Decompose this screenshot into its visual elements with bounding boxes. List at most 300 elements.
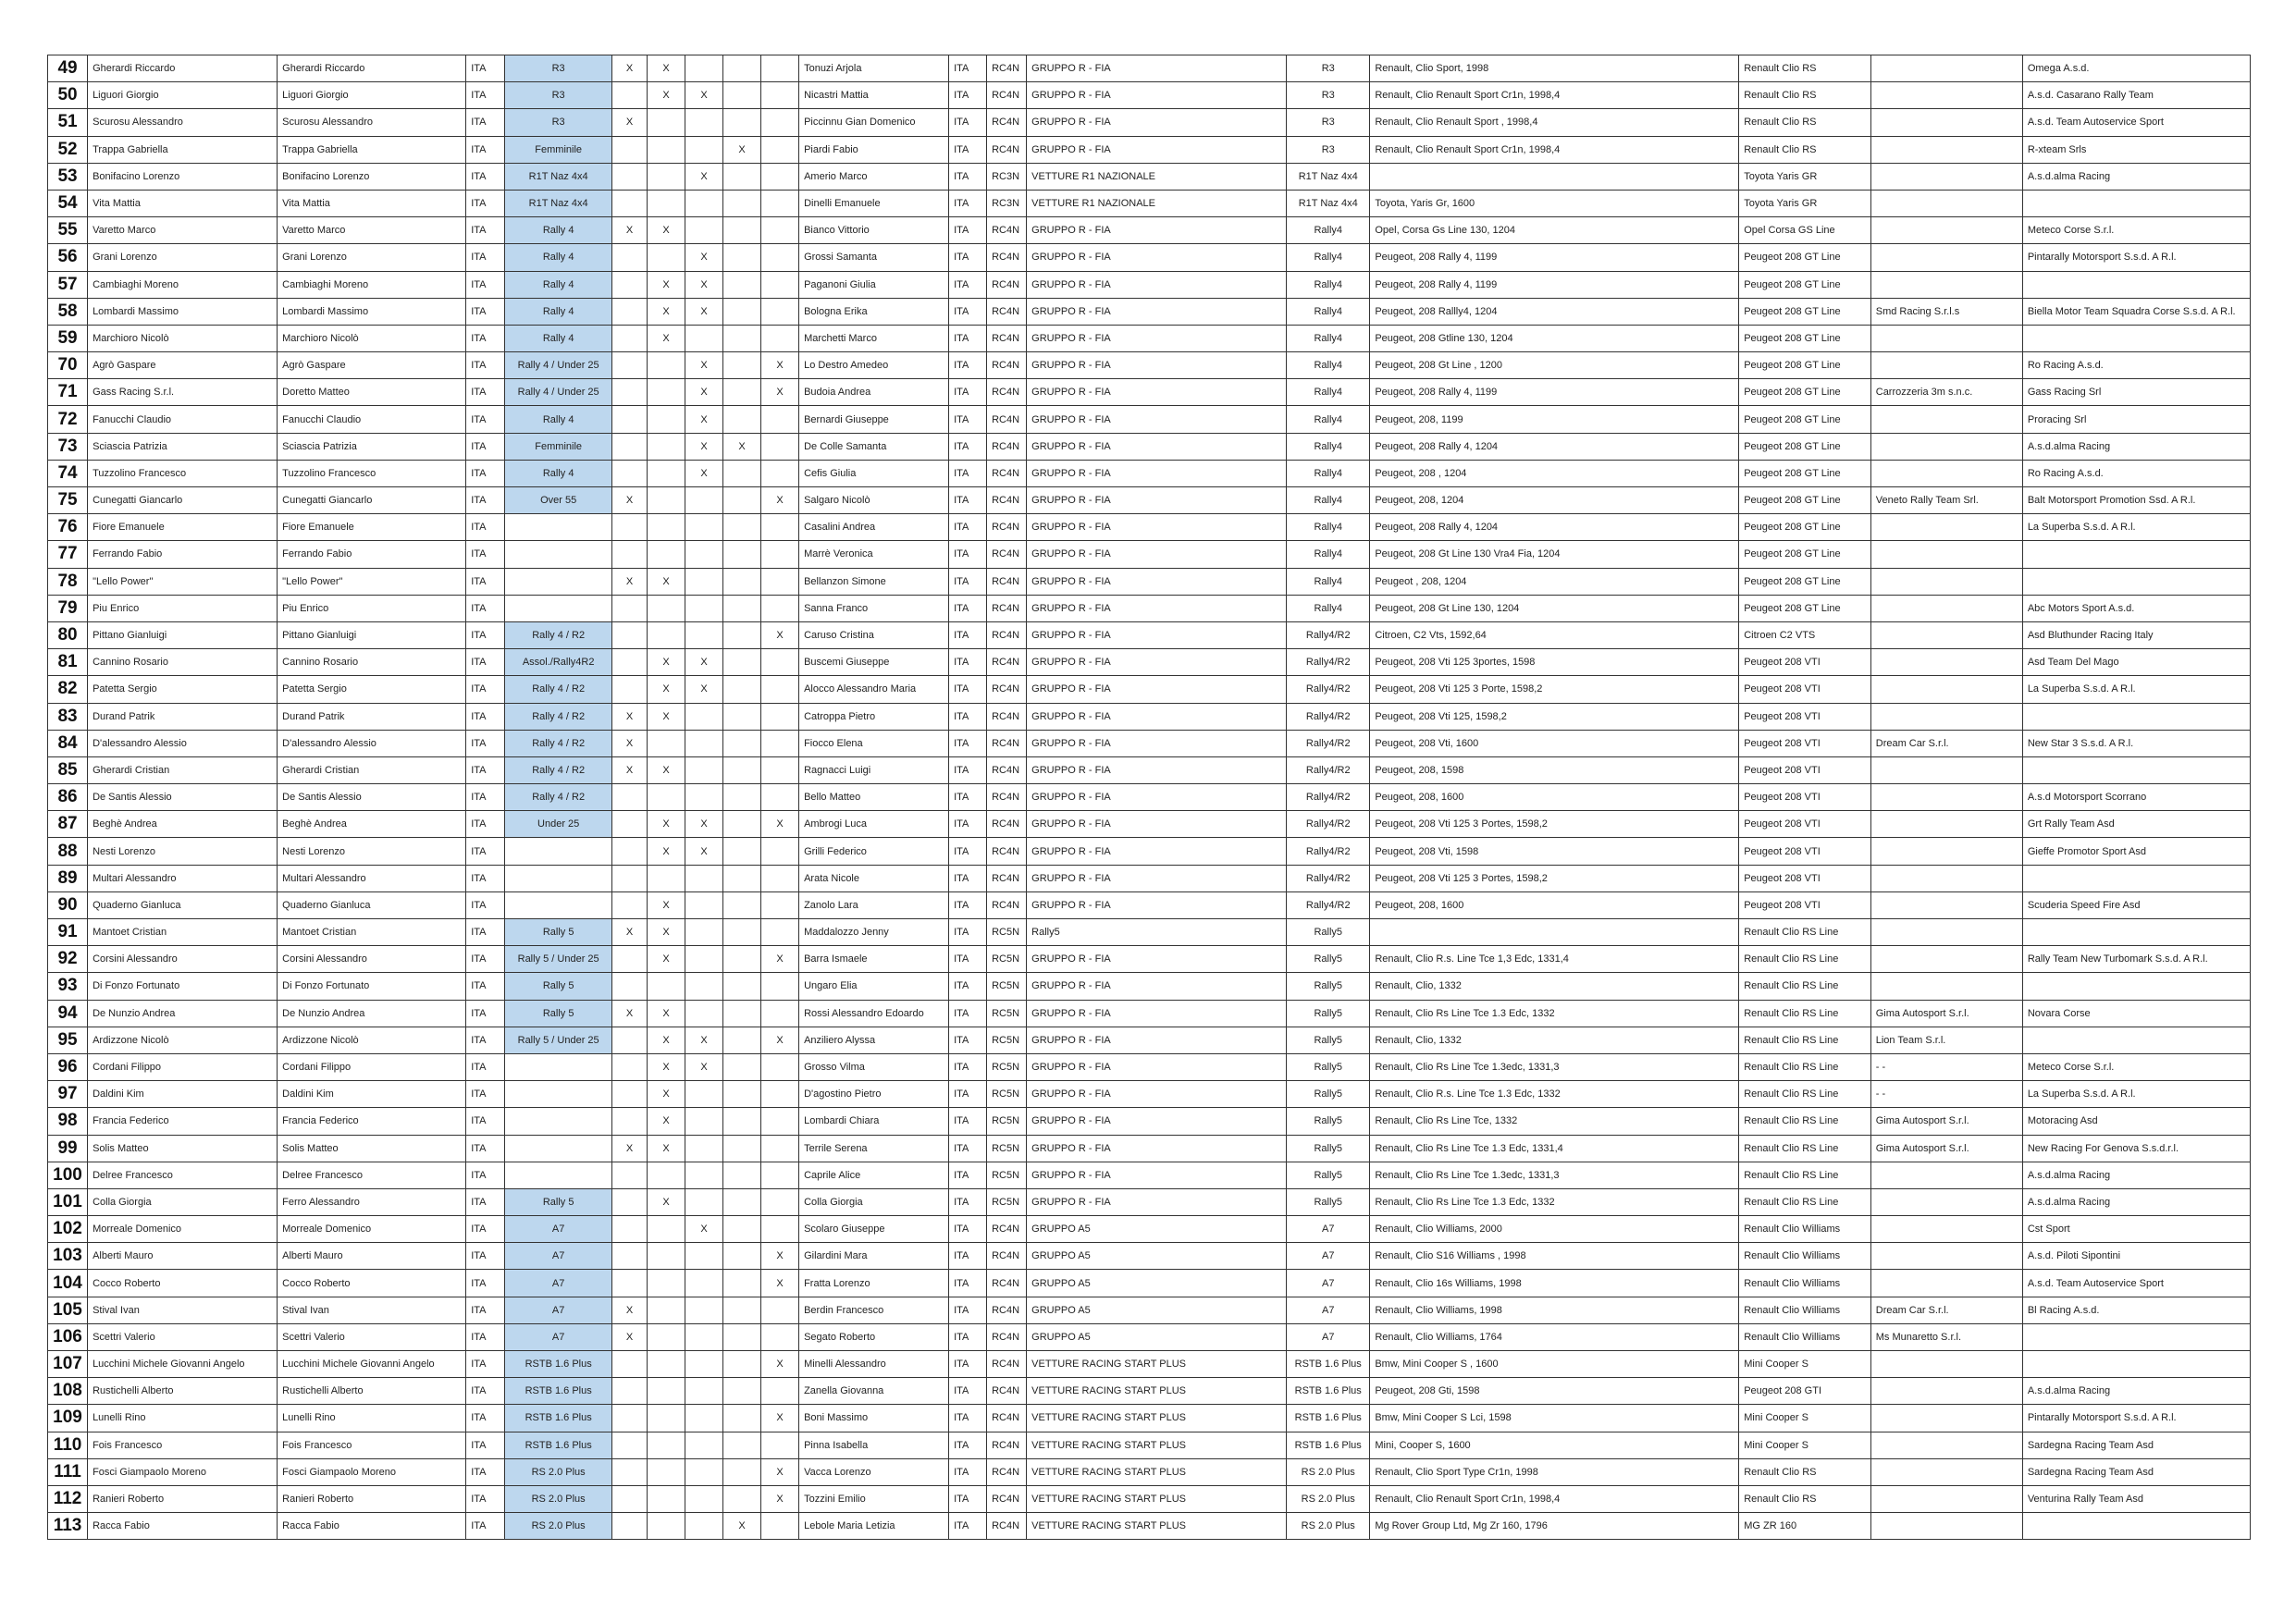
group-code-cell: RC5N bbox=[987, 1081, 1027, 1108]
co-driver-cell: Colla Giorgia bbox=[799, 1188, 949, 1215]
team-cell: New Star 3 S.s.d. A R.l. bbox=[2022, 730, 2250, 756]
team-cell: New Racing For Genova S.s.d.r.l. bbox=[2022, 1135, 2250, 1162]
co-driver-cell: Lebole Maria Letizia bbox=[799, 1513, 949, 1540]
driver-cell: Racca Fabio bbox=[278, 1513, 466, 1540]
car-model-cell: Peugeot 208 GT Line bbox=[1739, 514, 1871, 541]
mark-3-cell: X bbox=[685, 352, 723, 379]
mark-2-cell: X bbox=[648, 271, 685, 298]
mark-5-cell bbox=[761, 676, 799, 703]
team-cell: A.s.d. Team Autoservice Sport bbox=[2022, 1270, 2250, 1297]
mark-1-cell bbox=[612, 973, 648, 1000]
co-driver-cell: Scolaro Giuseppe bbox=[799, 1216, 949, 1243]
car-model-cell: Peugeot 208 GT Line bbox=[1739, 271, 1871, 298]
mark-2-cell bbox=[648, 433, 685, 460]
car-model-cell: Renault Clio RS Line bbox=[1739, 1081, 1871, 1108]
mark-5-cell bbox=[761, 703, 799, 730]
mark-3-cell bbox=[685, 891, 723, 918]
preparer-cell bbox=[1870, 1432, 2022, 1458]
mark-1-cell bbox=[612, 1188, 648, 1215]
driver-class-cell bbox=[505, 865, 612, 891]
driver-cell: Fiore Emanuele bbox=[278, 514, 466, 541]
car-model-cell: Renault Clio RS Line bbox=[1739, 1000, 1871, 1027]
co-driver-nationality-cell: ITA bbox=[949, 514, 987, 541]
preparer-cell bbox=[1870, 433, 2022, 460]
car-model-cell: Peugeot 208 GT Line bbox=[1739, 352, 1871, 379]
group-cell: GRUPPO R - FIA bbox=[1027, 1188, 1287, 1215]
mark-3-cell: X bbox=[685, 1027, 723, 1053]
mark-1-cell: X bbox=[612, 487, 648, 514]
mark-3-cell bbox=[685, 865, 723, 891]
class-cell: Rally4 bbox=[1287, 595, 1370, 621]
mark-4-cell bbox=[723, 865, 761, 891]
entry-row bbox=[48, 82, 2251, 109]
mark-5-cell bbox=[761, 136, 799, 163]
driver-cell: Ferrando Fabio bbox=[278, 541, 466, 568]
entry-row bbox=[48, 891, 2251, 918]
driver-nationality-cell: ITA bbox=[466, 1108, 505, 1135]
mark-4-cell bbox=[723, 82, 761, 109]
entry-row bbox=[48, 919, 2251, 946]
mark-4-cell bbox=[723, 379, 761, 406]
vehicle-cell: Mg Rover Group Ltd, Mg Zr 160, 1796 bbox=[1370, 1513, 1739, 1540]
vehicle-cell: Renault, Clio Renault Sport Cr1n, 1998,4 bbox=[1370, 136, 1739, 163]
vehicle-cell: Peugeot, 208 Rally 4, 1204 bbox=[1370, 433, 1739, 460]
mark-4-cell bbox=[723, 1297, 761, 1323]
group-cell: GRUPPO R - FIA bbox=[1027, 946, 1287, 973]
mark-3-cell bbox=[685, 487, 723, 514]
co-driver-nationality-cell: ITA bbox=[949, 568, 987, 595]
entry-row bbox=[48, 406, 2251, 433]
vehicle-cell: Peugeot , 208, 1204 bbox=[1370, 568, 1739, 595]
car-model-cell: Peugeot 208 GT Line bbox=[1739, 379, 1871, 406]
mark-1-cell bbox=[612, 811, 648, 838]
mark-2-cell bbox=[648, 784, 685, 811]
co-driver-cell: Bernardi Giuseppe bbox=[799, 406, 949, 433]
co-driver-nationality-cell: ITA bbox=[949, 1216, 987, 1243]
driver-class-cell: A7 bbox=[505, 1297, 612, 1323]
driver-class-cell bbox=[505, 891, 612, 918]
co-driver-cell: Berdin Francesco bbox=[799, 1297, 949, 1323]
class-cell: A7 bbox=[1287, 1243, 1370, 1270]
entry-row bbox=[48, 1297, 2251, 1323]
driver-class-cell: A7 bbox=[505, 1323, 612, 1350]
mark-5-cell bbox=[761, 865, 799, 891]
preparer-cell bbox=[1870, 325, 2022, 351]
mark-1-cell: X bbox=[612, 109, 648, 136]
mark-5-cell bbox=[761, 217, 799, 244]
race-number-cell: 112 bbox=[48, 1485, 88, 1512]
driver-nationality-cell: ITA bbox=[466, 163, 505, 190]
co-driver-cell: Tozzini Emilio bbox=[799, 1485, 949, 1512]
mark-5-cell bbox=[761, 595, 799, 621]
mark-5-cell bbox=[761, 82, 799, 109]
vehicle-cell: Peugeot, 208 Vti 125 3 Portes, 1598,2 bbox=[1370, 811, 1739, 838]
mark-4-cell bbox=[723, 784, 761, 811]
co-driver-nationality-cell: ITA bbox=[949, 1081, 987, 1108]
race-number-cell: 89 bbox=[48, 865, 88, 891]
group-cell: VETTURE RACING START PLUS bbox=[1027, 1485, 1287, 1512]
mark-4-cell bbox=[723, 1458, 761, 1485]
mark-2-cell bbox=[648, 163, 685, 190]
mark-2-cell bbox=[648, 514, 685, 541]
driver-class-cell bbox=[505, 1162, 612, 1188]
co-driver-nationality-cell: ITA bbox=[949, 1000, 987, 1027]
mark-4-cell bbox=[723, 568, 761, 595]
driver-class-cell: Under 25 bbox=[505, 811, 612, 838]
co-driver-nationality-cell: ITA bbox=[949, 487, 987, 514]
co-driver-cell: Casalini Andrea bbox=[799, 514, 949, 541]
group-cell: GRUPPO R - FIA bbox=[1027, 756, 1287, 783]
mark-2-cell bbox=[648, 190, 685, 216]
driver-cell: Durand Patrik bbox=[278, 703, 466, 730]
co-driver-cell: Cefis Giulia bbox=[799, 460, 949, 486]
preparer-cell bbox=[1870, 649, 2022, 676]
entry-row bbox=[48, 1027, 2251, 1053]
car-model-cell: Renault Clio RS Line bbox=[1739, 1053, 1871, 1080]
driver-class-cell: Rally 5 bbox=[505, 919, 612, 946]
team-cell bbox=[2022, 541, 2250, 568]
preparer-cell bbox=[1870, 244, 2022, 271]
co-driver-cell: Zanella Giovanna bbox=[799, 1378, 949, 1405]
class-cell: Rally5 bbox=[1287, 946, 1370, 973]
class-cell: Rally4/R2 bbox=[1287, 621, 1370, 648]
mark-1-cell bbox=[612, 1243, 648, 1270]
group-cell: GRUPPO R - FIA bbox=[1027, 352, 1287, 379]
competitor-cell: Fanucchi Claudio bbox=[88, 406, 278, 433]
driver-nationality-cell: ITA bbox=[466, 676, 505, 703]
competitor-cell: Lombardi Massimo bbox=[88, 298, 278, 325]
group-code-cell: RC4N bbox=[987, 676, 1027, 703]
mark-4-cell bbox=[723, 730, 761, 756]
co-driver-cell: Gilardini Mara bbox=[799, 1243, 949, 1270]
mark-5-cell: X bbox=[761, 946, 799, 973]
co-driver-nationality-cell: ITA bbox=[949, 676, 987, 703]
driver-class-cell: R1T Naz 4x4 bbox=[505, 190, 612, 216]
mark-2-cell: X bbox=[648, 649, 685, 676]
driver-nationality-cell: ITA bbox=[466, 838, 505, 865]
group-cell: GRUPPO R - FIA bbox=[1027, 406, 1287, 433]
group-cell: GRUPPO R - FIA bbox=[1027, 676, 1287, 703]
group-code-cell: RC4N bbox=[987, 1405, 1027, 1432]
race-number-cell: 71 bbox=[48, 379, 88, 406]
race-number-cell: 84 bbox=[48, 730, 88, 756]
preparer-cell: - - bbox=[1870, 1081, 2022, 1108]
class-cell: RS 2.0 Plus bbox=[1287, 1485, 1370, 1512]
car-model-cell: Peugeot 208 VTI bbox=[1739, 730, 1871, 756]
driver-class-cell bbox=[505, 514, 612, 541]
competitor-cell: Marchioro Nicolò bbox=[88, 325, 278, 351]
class-cell: Rally5 bbox=[1287, 1000, 1370, 1027]
mark-3-cell bbox=[685, 1405, 723, 1432]
mark-3-cell bbox=[685, 217, 723, 244]
entry-row bbox=[48, 244, 2251, 271]
entry-row bbox=[48, 514, 2251, 541]
mark-1-cell bbox=[612, 784, 648, 811]
competitor-cell: Ranieri Roberto bbox=[88, 1485, 278, 1512]
team-cell bbox=[2022, 568, 2250, 595]
mark-1-cell: X bbox=[612, 1135, 648, 1162]
vehicle-cell: Renault, Clio Rs Line Tce 1.3 Edc, 1332 bbox=[1370, 1188, 1739, 1215]
group-code-cell: RC4N bbox=[987, 784, 1027, 811]
driver-cell: Cannino Rosario bbox=[278, 649, 466, 676]
preparer-cell bbox=[1870, 55, 2022, 82]
vehicle-cell: Renault, Clio Renault Sport , 1998,4 bbox=[1370, 109, 1739, 136]
competitor-cell: Gass Racing S.r.l. bbox=[88, 379, 278, 406]
mark-4-cell bbox=[723, 1405, 761, 1432]
team-cell bbox=[2022, 190, 2250, 216]
preparer-cell: Veneto Rally Team Srl. bbox=[1870, 487, 2022, 514]
vehicle-cell: Peugeot, 208 Gt Line , 1200 bbox=[1370, 352, 1739, 379]
mark-4-cell bbox=[723, 352, 761, 379]
group-code-cell: RC4N bbox=[987, 433, 1027, 460]
group-code-cell: RC4N bbox=[987, 109, 1027, 136]
team-cell: Bl Racing A.s.d. bbox=[2022, 1297, 2250, 1323]
mark-5-cell bbox=[761, 190, 799, 216]
mark-2-cell: X bbox=[648, 676, 685, 703]
driver-cell: Gherardi Cristian bbox=[278, 756, 466, 783]
car-model-cell: Renault Clio Williams bbox=[1739, 1270, 1871, 1297]
car-model-cell: Renault Clio Williams bbox=[1739, 1323, 1871, 1350]
entry-list-body bbox=[48, 55, 2251, 1540]
competitor-cell: Cambiaghi Moreno bbox=[88, 271, 278, 298]
preparer-cell bbox=[1870, 811, 2022, 838]
class-cell: Rally5 bbox=[1287, 973, 1370, 1000]
mark-3-cell: X bbox=[685, 676, 723, 703]
mark-5-cell bbox=[761, 244, 799, 271]
preparer-cell bbox=[1870, 1188, 2022, 1215]
mark-3-cell bbox=[685, 784, 723, 811]
driver-nationality-cell: ITA bbox=[466, 1081, 505, 1108]
group-code-cell: RC5N bbox=[987, 1000, 1027, 1027]
competitor-cell: "Lello Power" bbox=[88, 568, 278, 595]
mark-1-cell bbox=[612, 1378, 648, 1405]
race-number-cell: 108 bbox=[48, 1378, 88, 1405]
driver-class-cell: Rally 4 bbox=[505, 325, 612, 351]
mark-1-cell bbox=[612, 1216, 648, 1243]
class-cell: RSTB 1.6 Plus bbox=[1287, 1405, 1370, 1432]
co-driver-cell: Boni Massimo bbox=[799, 1405, 949, 1432]
class-cell: Rally5 bbox=[1287, 1053, 1370, 1080]
mark-2-cell: X bbox=[648, 298, 685, 325]
driver-class-cell bbox=[505, 1053, 612, 1080]
driver-nationality-cell: ITA bbox=[466, 244, 505, 271]
co-driver-cell: Fratta Lorenzo bbox=[799, 1270, 949, 1297]
driver-nationality-cell: ITA bbox=[466, 325, 505, 351]
group-code-cell: RC4N bbox=[987, 271, 1027, 298]
mark-1-cell: X bbox=[612, 55, 648, 82]
mark-4-cell: X bbox=[723, 136, 761, 163]
competitor-cell: Racca Fabio bbox=[88, 1513, 278, 1540]
preparer-cell: Gima Autosport S.r.l. bbox=[1870, 1135, 2022, 1162]
vehicle-cell: Renault, Clio Rs Line Tce 1.3edc, 1331,3 bbox=[1370, 1053, 1739, 1080]
mark-4-cell bbox=[723, 487, 761, 514]
co-driver-nationality-cell: ITA bbox=[949, 55, 987, 82]
vehicle-cell: Renault, Clio S16 Williams , 1998 bbox=[1370, 1243, 1739, 1270]
co-driver-cell: Bologna Erika bbox=[799, 298, 949, 325]
group-cell: GRUPPO R - FIA bbox=[1027, 784, 1287, 811]
competitor-cell: Piu Enrico bbox=[88, 595, 278, 621]
entry-row bbox=[48, 217, 2251, 244]
mark-3-cell bbox=[685, 730, 723, 756]
race-number-cell: 107 bbox=[48, 1351, 88, 1378]
team-cell: Sardegna Racing Team Asd bbox=[2022, 1432, 2250, 1458]
race-number-cell: 70 bbox=[48, 352, 88, 379]
preparer-cell: Gima Autosport S.r.l. bbox=[1870, 1108, 2022, 1135]
entry-row bbox=[48, 730, 2251, 756]
driver-nationality-cell: ITA bbox=[466, 1053, 505, 1080]
group-cell: GRUPPO A5 bbox=[1027, 1297, 1287, 1323]
co-driver-nationality-cell: ITA bbox=[949, 82, 987, 109]
mark-3-cell bbox=[685, 190, 723, 216]
driver-nationality-cell: ITA bbox=[466, 352, 505, 379]
group-cell: GRUPPO R - FIA bbox=[1027, 838, 1287, 865]
entry-row bbox=[48, 1405, 2251, 1432]
driver-nationality-cell: ITA bbox=[466, 1405, 505, 1432]
group-cell: GRUPPO R - FIA bbox=[1027, 298, 1287, 325]
driver-cell: Tuzzolino Francesco bbox=[278, 460, 466, 486]
preparer-cell bbox=[1870, 136, 2022, 163]
mark-1-cell bbox=[612, 541, 648, 568]
vehicle-cell: Peugeot, 208, 1600 bbox=[1370, 891, 1739, 918]
mark-5-cell bbox=[761, 838, 799, 865]
mark-5-cell bbox=[761, 325, 799, 351]
co-driver-cell: Barra Ismaele bbox=[799, 946, 949, 973]
group-code-cell: RC4N bbox=[987, 325, 1027, 351]
driver-cell: Pittano Gianluigi bbox=[278, 621, 466, 648]
race-number-cell: 90 bbox=[48, 891, 88, 918]
mark-4-cell bbox=[723, 298, 761, 325]
mark-3-cell bbox=[685, 514, 723, 541]
group-cell: VETTURE RACING START PLUS bbox=[1027, 1458, 1287, 1485]
vehicle-cell: Peugeot, 208, 1199 bbox=[1370, 406, 1739, 433]
race-number-cell: 78 bbox=[48, 568, 88, 595]
group-cell: GRUPPO R - FIA bbox=[1027, 811, 1287, 838]
mark-1-cell bbox=[612, 1485, 648, 1512]
driver-class-cell: Rally 4 bbox=[505, 406, 612, 433]
mark-4-cell bbox=[723, 1188, 761, 1215]
team-cell: Meteco Corse S.r.l. bbox=[2022, 217, 2250, 244]
group-cell: GRUPPO R - FIA bbox=[1027, 82, 1287, 109]
driver-nationality-cell: ITA bbox=[466, 1000, 505, 1027]
mark-5-cell bbox=[761, 433, 799, 460]
mark-2-cell bbox=[648, 865, 685, 891]
team-cell: Proracing Srl bbox=[2022, 406, 2250, 433]
group-code-cell: RC4N bbox=[987, 514, 1027, 541]
competitor-cell: Stival Ivan bbox=[88, 1297, 278, 1323]
mark-2-cell bbox=[648, 487, 685, 514]
mark-3-cell: X bbox=[685, 460, 723, 486]
mark-5-cell bbox=[761, 514, 799, 541]
driver-nationality-cell: ITA bbox=[466, 1458, 505, 1485]
driver-class-cell: Rally 4 / R2 bbox=[505, 621, 612, 648]
driver-cell: Fois Francesco bbox=[278, 1432, 466, 1458]
car-model-cell: Peugeot 208 GT Line bbox=[1739, 325, 1871, 351]
co-driver-nationality-cell: ITA bbox=[949, 433, 987, 460]
driver-cell: Corsini Alessandro bbox=[278, 946, 466, 973]
mark-4-cell bbox=[723, 325, 761, 351]
preparer-cell bbox=[1870, 271, 2022, 298]
team-cell: A.s.d.alma Racing bbox=[2022, 1378, 2250, 1405]
mark-5-cell bbox=[761, 891, 799, 918]
mark-3-cell bbox=[685, 973, 723, 1000]
mark-1-cell bbox=[612, 1270, 648, 1297]
vehicle-cell: Renault, Clio Rs Line Tce 1.3 Edc, 1332 bbox=[1370, 1000, 1739, 1027]
competitor-cell: Multari Alessandro bbox=[88, 865, 278, 891]
group-cell: GRUPPO A5 bbox=[1027, 1270, 1287, 1297]
class-cell: Rally4 bbox=[1287, 514, 1370, 541]
mark-3-cell: X bbox=[685, 811, 723, 838]
race-number-cell: 101 bbox=[48, 1188, 88, 1215]
mark-3-cell bbox=[685, 1378, 723, 1405]
race-number-cell: 99 bbox=[48, 1135, 88, 1162]
mark-1-cell bbox=[612, 1027, 648, 1053]
class-cell: Rally4/R2 bbox=[1287, 784, 1370, 811]
car-model-cell: Renault Clio RS Line bbox=[1739, 1135, 1871, 1162]
race-number-cell: 96 bbox=[48, 1053, 88, 1080]
entry-row bbox=[48, 1216, 2251, 1243]
team-cell: Pintarally Motorsport S.s.d. A R.l. bbox=[2022, 244, 2250, 271]
group-cell: VETTURE RACING START PLUS bbox=[1027, 1378, 1287, 1405]
driver-class-cell: Rally 4 bbox=[505, 271, 612, 298]
mark-5-cell bbox=[761, 919, 799, 946]
race-number-cell: 59 bbox=[48, 325, 88, 351]
driver-nationality-cell: ITA bbox=[466, 784, 505, 811]
driver-class-cell: RS 2.0 Plus bbox=[505, 1513, 612, 1540]
driver-cell: Grani Lorenzo bbox=[278, 244, 466, 271]
driver-cell: Nesti Lorenzo bbox=[278, 838, 466, 865]
mark-1-cell: X bbox=[612, 730, 648, 756]
driver-cell: Ranieri Roberto bbox=[278, 1485, 466, 1512]
preparer-cell bbox=[1870, 1513, 2022, 1540]
driver-class-cell: RSTB 1.6 Plus bbox=[505, 1351, 612, 1378]
team-cell bbox=[2022, 756, 2250, 783]
entry-row bbox=[48, 1053, 2251, 1080]
race-number-cell: 75 bbox=[48, 487, 88, 514]
entry-row bbox=[48, 1513, 2251, 1540]
group-cell: GRUPPO R - FIA bbox=[1027, 621, 1287, 648]
entry-row bbox=[48, 1351, 2251, 1378]
group-code-cell: RC4N bbox=[987, 541, 1027, 568]
group-cell: GRUPPO R - FIA bbox=[1027, 271, 1287, 298]
co-driver-nationality-cell: ITA bbox=[949, 1027, 987, 1053]
driver-cell: Patetta Sergio bbox=[278, 676, 466, 703]
mark-2-cell bbox=[648, 1351, 685, 1378]
mark-2-cell bbox=[648, 1405, 685, 1432]
mark-4-cell: X bbox=[723, 1513, 761, 1540]
class-cell: Rally5 bbox=[1287, 1027, 1370, 1053]
co-driver-cell: Bianco Vittorio bbox=[799, 217, 949, 244]
co-driver-cell: Grossi Samanta bbox=[799, 244, 949, 271]
co-driver-cell: Minelli Alessandro bbox=[799, 1351, 949, 1378]
team-cell bbox=[2022, 1027, 2250, 1053]
driver-nationality-cell: ITA bbox=[466, 1216, 505, 1243]
race-number-cell: 72 bbox=[48, 406, 88, 433]
mark-3-cell bbox=[685, 1432, 723, 1458]
mark-3-cell: X bbox=[685, 379, 723, 406]
mark-3-cell: X bbox=[685, 1053, 723, 1080]
vehicle-cell: Renault, Clio, 1332 bbox=[1370, 1027, 1739, 1053]
mark-1-cell bbox=[612, 865, 648, 891]
car-model-cell: Peugeot 208 GT Line bbox=[1739, 244, 1871, 271]
driver-cell: Quaderno Gianluca bbox=[278, 891, 466, 918]
race-number-cell: 95 bbox=[48, 1027, 88, 1053]
group-code-cell: RC4N bbox=[987, 1458, 1027, 1485]
vehicle-cell: Renault, Clio Rs Line Tce 1.3edc, 1331,3 bbox=[1370, 1162, 1739, 1188]
race-number-cell: 93 bbox=[48, 973, 88, 1000]
entry-row bbox=[48, 352, 2251, 379]
co-driver-nationality-cell: ITA bbox=[949, 406, 987, 433]
mark-4-cell bbox=[723, 109, 761, 136]
